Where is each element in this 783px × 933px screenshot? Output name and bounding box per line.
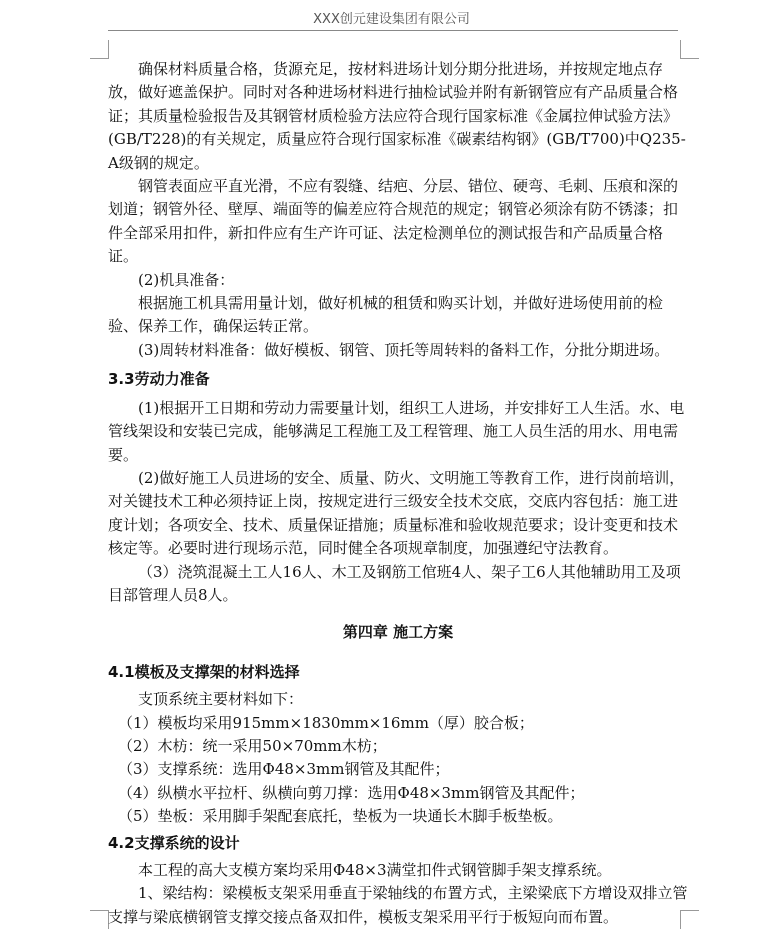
- paragraph-beam-structure: 1、梁结构：梁模板支架采用垂直于梁轴线的布置方式，主梁梁底下方增设双排立管支撑与梁底横钢管支撑交接点备双扣件，模板支架采用平行于板短向而布置。: [108, 884, 688, 926]
- paragraph-material-quality: 确保材料质量合格，货源充足，按材料进场计划分期分批进场，并按规定地点存放，做好遮盖保护。同时对各种进场材料进行抽检试验并附有新钢管应有产品质量合格证；其质量检验报告及其钢管材质检验方法应符合现行国家标准《金属拉伸试验方法》(GB/T228)的有关规定，质量应符合现行国家标准《碳素结构钢》(GB/T700)中Q235-A级钢的规定。: [108, 60, 686, 172]
- paragraph-materials-intro: 支顶系统主要材料如下：: [138, 690, 304, 709]
- list-item: （3）支撑系统：选用Φ48×3mm钢管及其配件；: [118, 760, 450, 779]
- list-item: （2）木枋：统一采用50×70mm木枋；: [118, 736, 387, 755]
- section-heading-4-1: 4.1模板及支撑架的材料选择: [108, 662, 300, 681]
- list-item: （5）垫板：采用脚手架配套底托，垫板为一块通长木脚手板垫板。: [118, 807, 563, 826]
- document-body: [108, 58, 688, 929]
- crop-mark-top-right: [680, 40, 699, 59]
- crop-mark-bottom-left: [90, 910, 109, 929]
- paragraph-labor-3: （3）浇筑混凝土工人16人、木工及钢筋工倌班4人、架子工6人其他辅助用工及项目部管理人员8人。: [108, 562, 681, 604]
- paragraph-equipment: 根据施工机具需用量计划，做好机械的租赁和购买计划，并做好进场使用前的检验、保养工作，确保运转正常。: [108, 294, 664, 336]
- list-item: （4）纵横水平拉杆、纵横向剪刀撑：选用Φ48×3mm钢管及其配件；: [118, 783, 585, 802]
- paragraph-equipment-heading: (2)机具准备：: [138, 270, 235, 289]
- chapter-title: 第四章 施工方案: [342, 623, 454, 642]
- page-header: XXX创元建设集团有限公司: [313, 12, 470, 27]
- section-heading-3-3: 3.3劳动力准备: [108, 370, 210, 389]
- list-item: （1）模板均采用915mm×1830mm×16mm（厚）胶合板；: [118, 713, 534, 732]
- paragraph-support-system: 本工程的高大支模方案均采用Φ48×3满堂扣件式钢管脚手架支撑系统。: [138, 861, 612, 879]
- section-heading-4-2: 4.2支撑系统的设计: [108, 833, 240, 852]
- paragraph-turnover-materials: (3)周转材料准备：做好模板、钢管、顶托等周转料的备料工作，分批分期进场。: [138, 340, 670, 359]
- crop-mark-top-left: [90, 40, 109, 59]
- paragraph-labor-2: (2)做好施工人员进场的安全、质量、防火、文明施工等教育工作，进行岗前培训，对关键技术工种必须持证上岗，按规定进行三级安全技术交底，交底内容包括：施工进度计划；各项安全、技术、质量保证措施；质量标准和验收规范要求；设计变更和技术核定等。必要时进行现场示范，同时健全各项规章制度，加强遵纪守法教育。: [108, 468, 685, 558]
- paragraph-steel-pipe: 钢管表面应平直光滑，不应有裂缝、结疤、分层、错位、硬弯、毛刺、压痕和深的划道；钢管外径、壁厚、端面等的偏差应符合规范的规定；钢管必须涂有防不锈漆；扣件全部采用扣件，新扣件应有生产许可证、法定检测单位的测试报告和产品质量合格证。: [108, 177, 679, 266]
- header-divider: [108, 30, 678, 31]
- paragraph-labor-1: (1)根据开工日期和劳动力需要量计划，组织工人进场，并安排好工人生活。水、电管线架设和安装已完成，能够满足工程施工及工程管理、施工人员生活的用水、用电需要。: [108, 398, 685, 464]
